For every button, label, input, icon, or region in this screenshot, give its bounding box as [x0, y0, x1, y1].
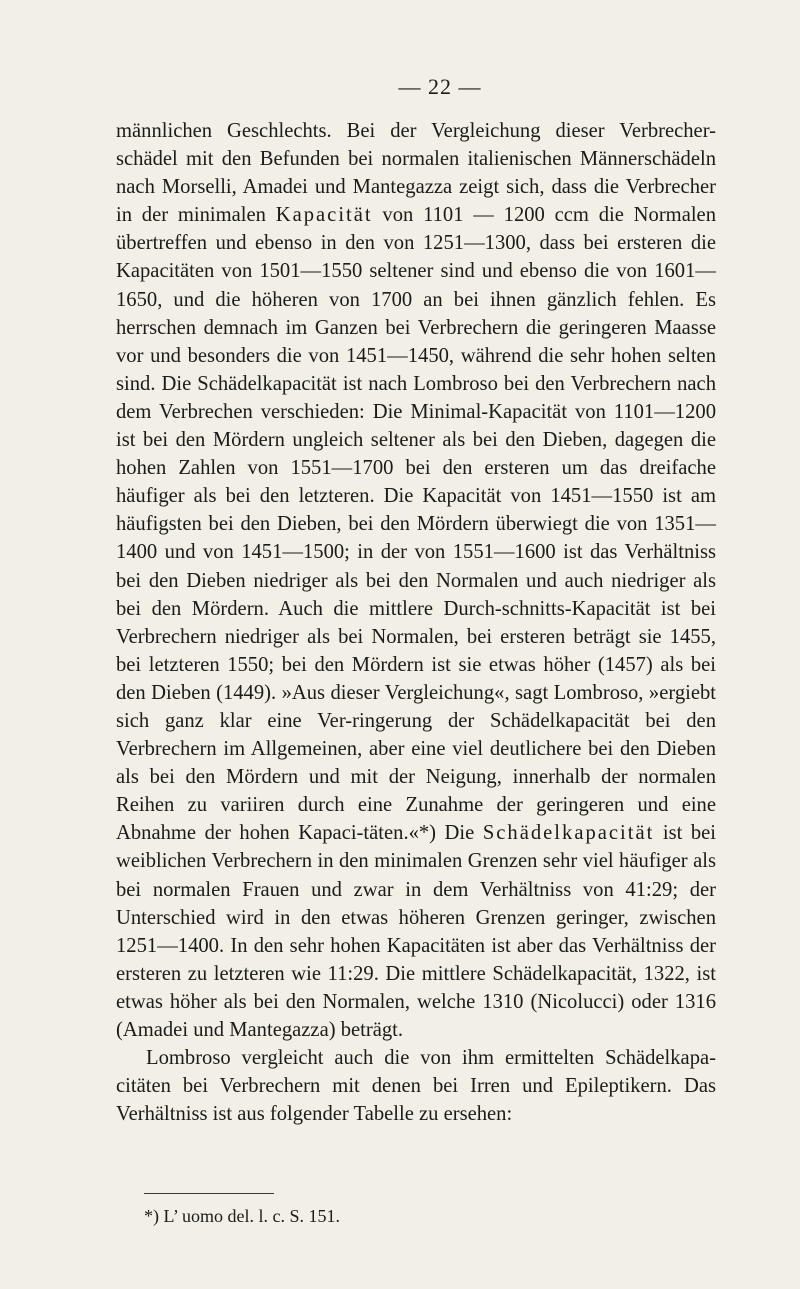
emphasis-kapacitaet: Kapacität [275, 204, 373, 227]
paragraph-1-part-b: von 1101 — 1200 ccm die Normalen übertreffen und ebenso in den von 1251—1300, dass bei ersteren die Kapacitäten von 1501—1550 seltener sind und ebenso die von 1601—1650, und die höheren von 1700 an bei ihnen gänzlich fehlen. Es herrschen demnach im Ganzen bei Verbrechern die geringeren Maasse vor und besonders die von 1451—1450, während die sehr hohen selten sind. Die Schädelkapacität ist nach Lombroso bei den Verbrechern nach dem Verbrechen verschieden: Die Minimal-Kapacität von 1101—1200 ist bei den Mördern ungleich seltener als bei den Dieben, dagegen die hohen Zahlen von 1551—1700 bei den ersteren um das dreifache häufiger als bei den letzteren. Die Kapacität von 1451—1550 ist am häufigsten bei den Dieben, bei den Mördern überwiegt die von 1351—1400 und von 1451—1500; in der von 1551—1600 ist das Verhältniss bei den Dieben niedriger als bei den Normalen und auch niedriger als bei den Mördern. Auch die mittlere Durch-schnitts-Kapacität ist bei Verbrechern niedriger als bei Normalen, bei ersteren beträgt sie 1455, bei letzteren 1550; bei den Mördern ist sie etwas höher (1457) als bei den Dieben (1449). »Aus dieser Vergleichung«, sagt Lombroso, »ergiebt sich ganz klar eine Ver-ringerung der Schädelkapacität bei den Verbrechern im Allgemeinen, aber eine viel deutlichere bei den Dieben als bei den Mördern und mit der Neigung, innerhalb der normalen Reihen zu variiren durch eine Zunahme der geringeren und eine Abnahme der hohen Kapaci-täten.«*) Die [116, 204, 716, 845]
paragraph-2: Lombroso vergleicht auch die von ihm ermittelten Schädelkapa-citäten bei Verbrechern mit denen bei Irren und Epileptikern. Das Verhältniss ist aus folgender Tabelle zu ersehen: [116, 1047, 716, 1126]
footnote-divider [144, 1193, 274, 1194]
paragraph-1-part-a: männlichen Geschlechts. Bei der Vergleichung dieser Verbrecher-schädel mit den Befunden bei normalen italienischen Männerschädeln nach Morselli, Amadei und Mantegazza zeigt sich, dass die Verbrecher in der minimalen [116, 120, 716, 227]
footnote: *) L’ uomo del. l. c. S. 151. [144, 1206, 340, 1226]
paragraph-1 [116, 117, 716, 1044]
page-number: — 22 — [398, 74, 482, 99]
body-text [116, 117, 716, 1128]
emphasis-schaedelkapacitaet: Schädelkapacität [482, 822, 655, 845]
paragraph-1-part-c: ist bei weiblichen Verbrechern in den minimalen Grenzen sehr viel häufiger als bei normalen Frauen und zwar in dem Verhältniss von 41:29; der Unterschied wird in den etwas höheren Grenzen geringer, zwischen 1251—1400. In den sehr hohen Kapacitäten ist aber das Verhältniss der ersteren zu letzteren wie 11:29. Die mittlere Schädelkapacität, 1322, ist etwas höher als bei den Normalen, welche 1310 (Nicolucci) oder 1316 (Amadei und Mantegazza) beträgt. [116, 822, 717, 1041]
